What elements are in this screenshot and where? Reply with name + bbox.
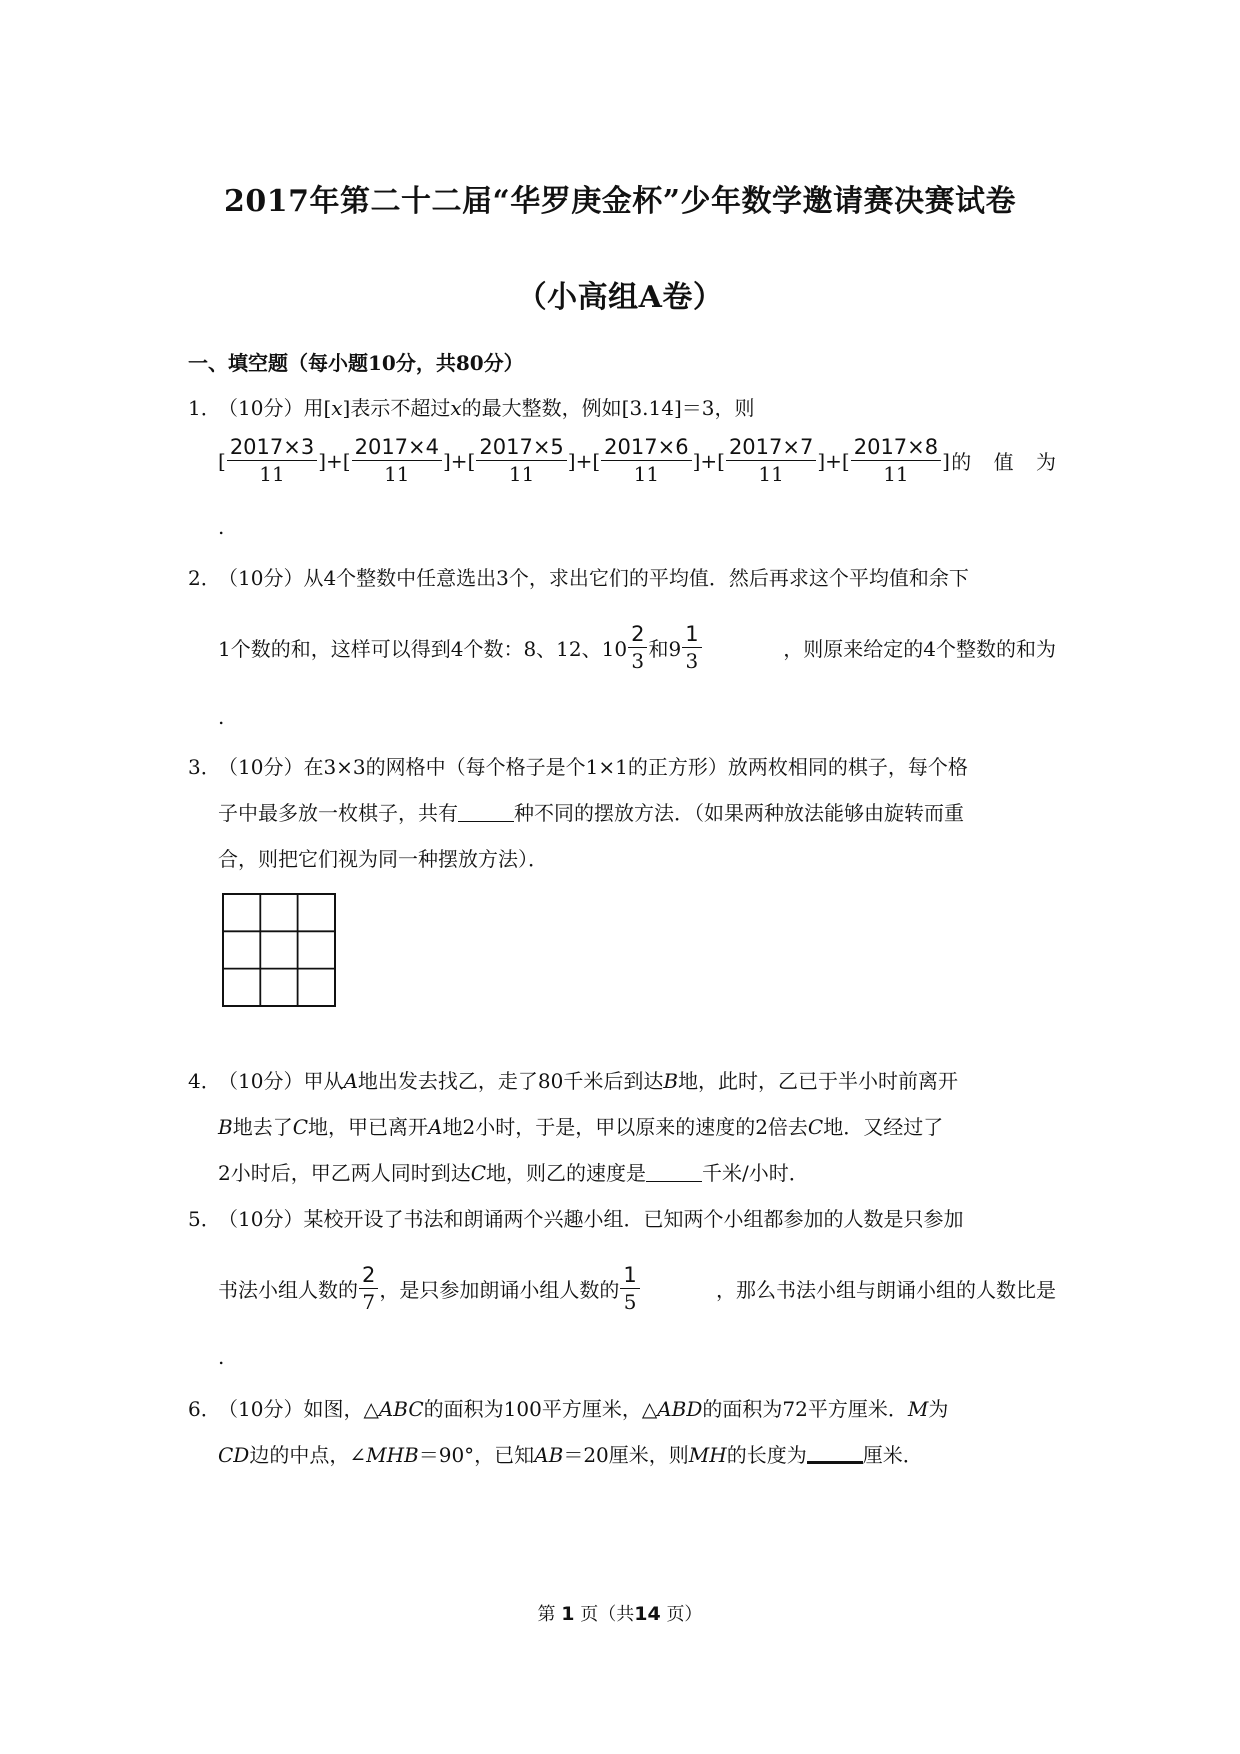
variable: x bbox=[450, 396, 462, 420]
fraction: $\frac{2017\times 5}{11}$ bbox=[476, 437, 566, 484]
fraction: $\frac{2}{7}$ bbox=[359, 1265, 378, 1312]
question-number: 1． bbox=[188, 396, 221, 420]
question-number: 3． bbox=[188, 755, 221, 779]
point-label: C bbox=[807, 1115, 824, 1139]
question-text-line: B地去了C地，甲已离开A地2小时，于是，甲以原来的速度的2倍去C地．又经过了 bbox=[218, 1115, 944, 1139]
text-run: 的 值 为 bbox=[951, 450, 1056, 474]
variable: x bbox=[331, 396, 343, 420]
question-text-line: CD边的中点，∠MHB＝90°，已知AB＝20厘米，则MH的长度为 厘米． bbox=[218, 1443, 923, 1467]
point-label: B bbox=[663, 1069, 679, 1093]
point-label: C bbox=[470, 1161, 487, 1185]
fraction: $\frac{2017\times 6}{11}$ bbox=[601, 437, 691, 484]
question-number: 4． bbox=[188, 1069, 221, 1093]
question-text-line bbox=[218, 624, 1056, 671]
page-number: 1 bbox=[561, 1603, 575, 1625]
text-run: 的最大整数，例如[3.14]＝3，则 bbox=[461, 396, 755, 420]
text-run: ，那么书法小组与朗诵小组的人数比是 bbox=[716, 1278, 1056, 1302]
fraction: $\frac{2017\times 8}{11}$ bbox=[851, 437, 941, 484]
text-run: 种不同的摆放方法．（如果两种放法能够由旋转而重 bbox=[514, 801, 964, 825]
grid-3x3-figure bbox=[222, 893, 336, 1007]
point-label: C bbox=[292, 1115, 309, 1139]
question-text-line bbox=[218, 1265, 1056, 1312]
answer-blank bbox=[646, 1161, 702, 1182]
answer-blank-dot: . bbox=[218, 515, 225, 539]
text-run: 和9 bbox=[648, 637, 682, 661]
fraction-expression: [ $\frac{2017\times 3}{11}$ ]+[ $\frac{2017\times 4}{11}$ ]+[ $\frac{2017\times 5}{11}$ ]+[ $\frac{2017\times 6}{11}$ ]+[ $\frac{2017\times 7}{11}$ ]+[ $\frac{2017\times 8}{11}$ ] 的 值 为 bbox=[218, 435, 1056, 486]
footer-text: 第 bbox=[537, 1604, 556, 1625]
question-text-line: 2小时后，甲乙两人同时到达C地，则乙的速度是 千米/小时． bbox=[218, 1161, 809, 1185]
answer-blank-dot: . bbox=[218, 705, 225, 729]
question-text-line bbox=[218, 797, 1056, 826]
answer-blank bbox=[807, 1441, 863, 1464]
text-run: ，是只参加朗诵小组人数的 bbox=[379, 1278, 620, 1302]
page-footer bbox=[0, 1600, 1240, 1626]
text-run: ]表示不超过 bbox=[342, 396, 451, 420]
fraction: $\frac{2017\times 3}{11}$ bbox=[227, 437, 317, 484]
question-text-line: （10分）从4个整数中任意选出3个，求出它们的平均值．然后再求这个平均值和余下 bbox=[218, 566, 969, 590]
fraction: $\frac{2017\times 7}{11}$ bbox=[726, 437, 816, 484]
point-label: A bbox=[428, 1115, 443, 1139]
text-run: ，则原来给定的4个整数的和为 bbox=[783, 637, 1056, 661]
text-run: （10分）用[ bbox=[218, 396, 332, 420]
fraction: $\frac{1}{3}$ bbox=[682, 624, 701, 671]
fraction: $\frac{2017\times 4}{11}$ bbox=[352, 437, 442, 484]
footer-text: 页） bbox=[666, 1604, 703, 1625]
point-label: B bbox=[218, 1115, 233, 1139]
question-text-line: （10分）某校开设了书法和朗诵两个兴趣小组．已知两个小组都参加的人数是只参加 bbox=[218, 1207, 964, 1231]
paper-title: 2017年第二十二届“华罗庚金杯”少年数学邀请赛决赛试卷 bbox=[223, 184, 1016, 219]
section-heading: 一、填空题（每小题10分，共80分） bbox=[188, 351, 524, 375]
total-pages: 14 bbox=[634, 1603, 661, 1625]
question-text-line: 合，则把它们视为同一种摆放方法）． bbox=[218, 847, 548, 871]
point-label: A bbox=[343, 1069, 358, 1093]
fraction: $\frac{1}{5}$ bbox=[620, 1265, 639, 1312]
question-number: 2． bbox=[188, 566, 221, 590]
question-text-line: （10分）如图，△ABC的面积为100平方厘米，△ABD的面积为72平方厘米．M为 bbox=[218, 1397, 949, 1421]
text-run: 子中最多放一枚棋子，共有 bbox=[218, 801, 458, 825]
text-run: 书法小组人数的 bbox=[218, 1278, 358, 1302]
fraction: $\frac{2}{3}$ bbox=[628, 624, 647, 671]
question-number: 6． bbox=[188, 1397, 221, 1421]
paper-subtitle: （小高组A卷） bbox=[516, 280, 724, 315]
question-text-line: （10分）甲从A地出发去找乙，走了80千米后到达B地，此时，乙已于半小时前离开 bbox=[218, 1069, 959, 1093]
text-run: 1个数的和，这样可以得到4个数：8、12、10 bbox=[218, 637, 628, 661]
question-text-line: （10分）在3×3的网格中（每个格子是个1×1的正方形）放两枚相同的棋子，每个格 bbox=[218, 755, 968, 779]
footer-text: 页（共 bbox=[580, 1604, 635, 1625]
question-text-line bbox=[218, 392, 1056, 421]
answer-blank-dot: . bbox=[218, 1345, 225, 1369]
question-number: 5． bbox=[188, 1207, 221, 1231]
answer-blank bbox=[458, 801, 514, 822]
